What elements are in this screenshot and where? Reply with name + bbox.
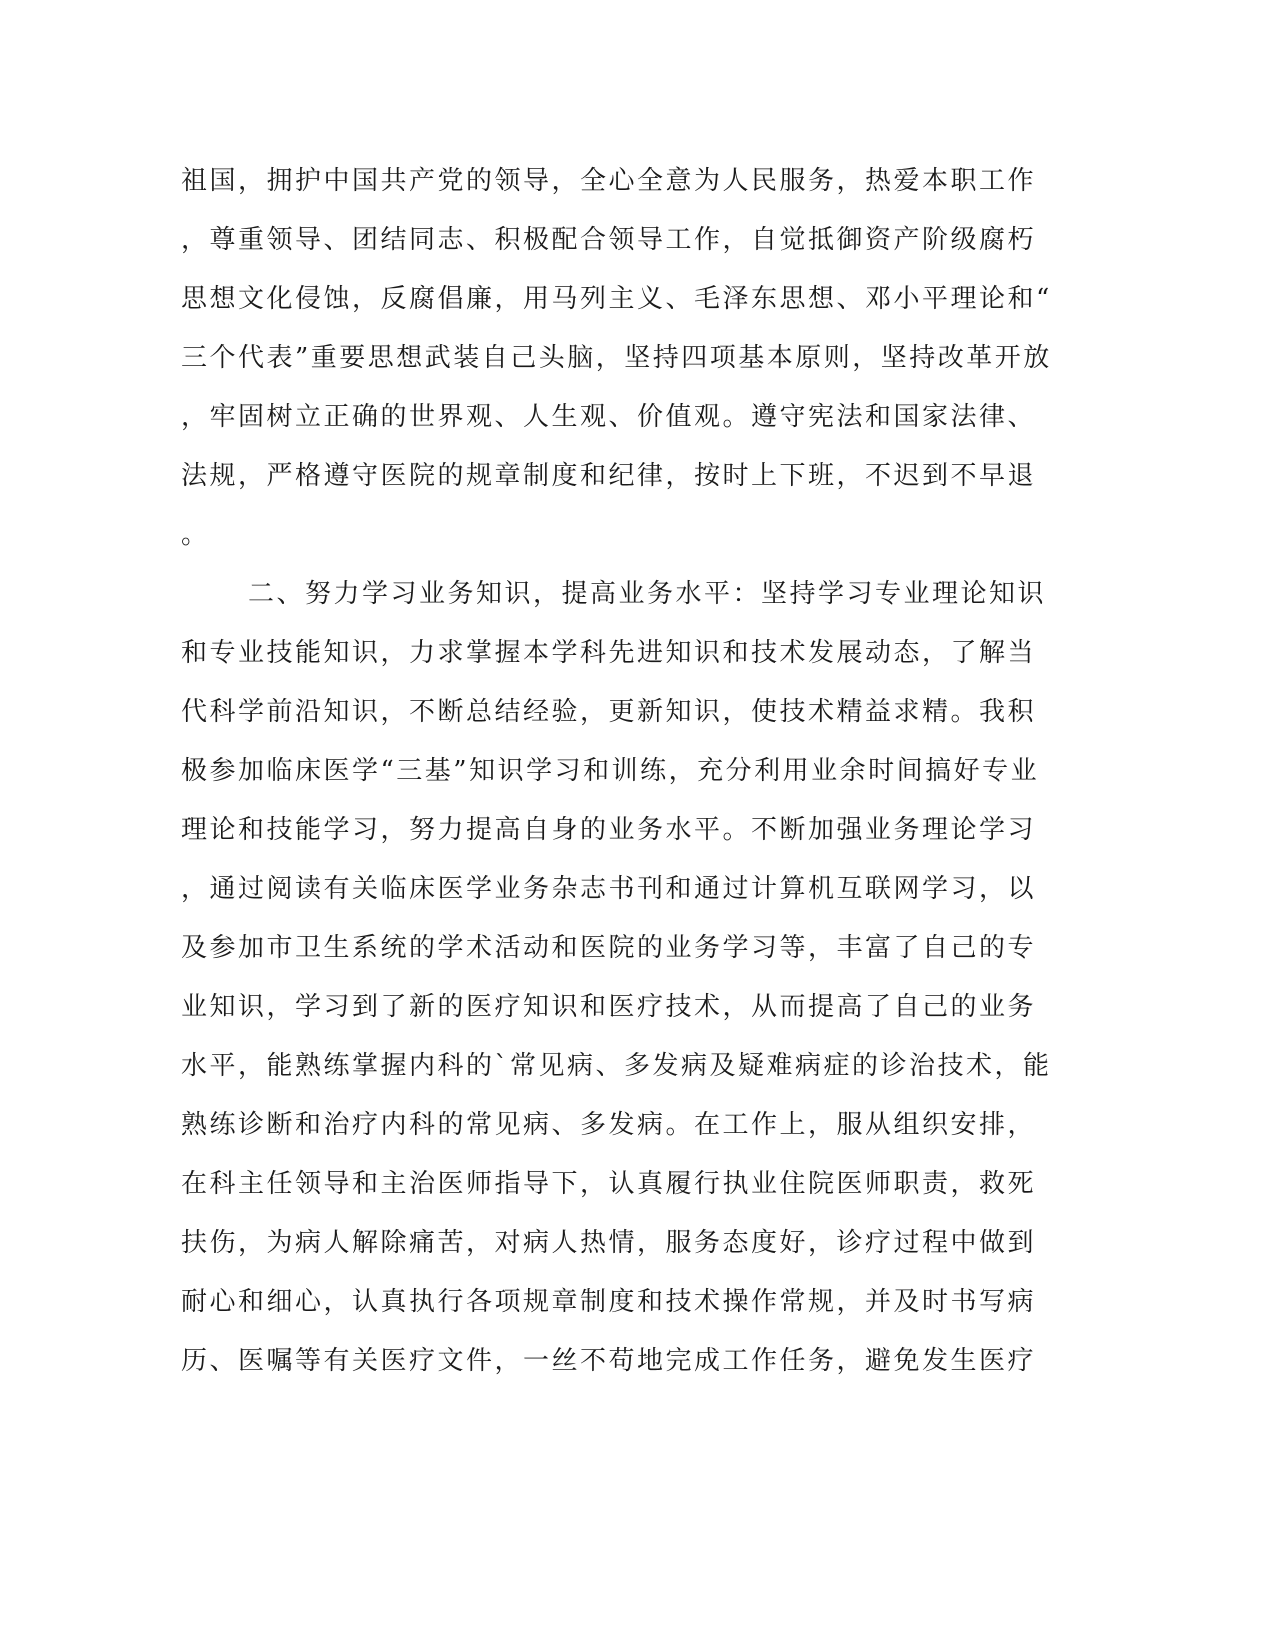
text-line: 和专业技能知识，力求掌握本学科先进知识和技术发展动态，了解当	[181, 638, 1037, 668]
text-line: 三个代表”重要思想武装自己头脑，坚持四项基本原则，坚持改革开放	[181, 343, 1052, 373]
text-line: 扶伤，为病人解除痛苦，对病人热情，服务态度好，诊疗过程中做到	[181, 1228, 1037, 1258]
text-line: ，牢固树立正确的世界观、人生观、价值观。遵守宪法和国家法律、	[181, 402, 1037, 432]
text-line: ，通过阅读有关临床医学业务杂志书刊和通过计算机互联网学习，以	[181, 874, 1037, 904]
text-line: 历、医嘱等有关医疗文件，一丝不苟地完成工作任务，避免发生医疗	[181, 1346, 1037, 1376]
text-line: 思想文化侵蚀，反腐倡廉，用马列主义、毛泽东思想、邓小平理论和“	[181, 284, 1052, 314]
text-line: ，尊重领导、团结同志、积极配合领导工作，自觉抵御资产阶级腐朽	[181, 225, 1037, 255]
text-line: 极参加临床医学“三基”知识学习和训练，充分利用业余时间搞好专业	[181, 756, 1040, 786]
text-line: 代科学前沿知识，不断总结经验，更新知识，使技术精益求精。我积	[181, 697, 1037, 727]
text-line: 在科主任领导和主治医师指导下，认真履行执业住院医师职责，救死	[181, 1169, 1037, 1199]
text-line: 法规，严格遵守医院的规章制度和纪律，按时上下班，不迟到不早退	[181, 461, 1037, 491]
text-line: 理论和技能学习，努力提高自身的业务水平。不断加强业务理论学习	[181, 815, 1037, 845]
section-heading-line: 二、努力学习业务知识，提高业务水平：坚持学习专业理论知识	[248, 579, 1047, 609]
text-line: 祖国，拥护中国共产党的领导，全心全意为人民服务，热爱本职工作	[181, 166, 1037, 196]
text-line: 业知识，学习到了新的医疗知识和医疗技术，从而提高了自己的业务	[181, 992, 1037, 1022]
text-line: 熟练诊断和治疗内科的常见病、多发病。在工作上，服从组织安排，	[181, 1110, 1037, 1140]
text-line: 水平，能熟练掌握内科的`常见病、多发病及疑难病症的诊治技术，能	[181, 1051, 1052, 1081]
text-line: 及参加市卫生系统的学术活动和医院的业务学习等，丰富了自己的专	[181, 933, 1037, 963]
text-line: 耐心和细心，认真执行各项规章制度和技术操作常规，并及时书写病	[181, 1287, 1037, 1317]
text-line: 。	[181, 520, 210, 550]
